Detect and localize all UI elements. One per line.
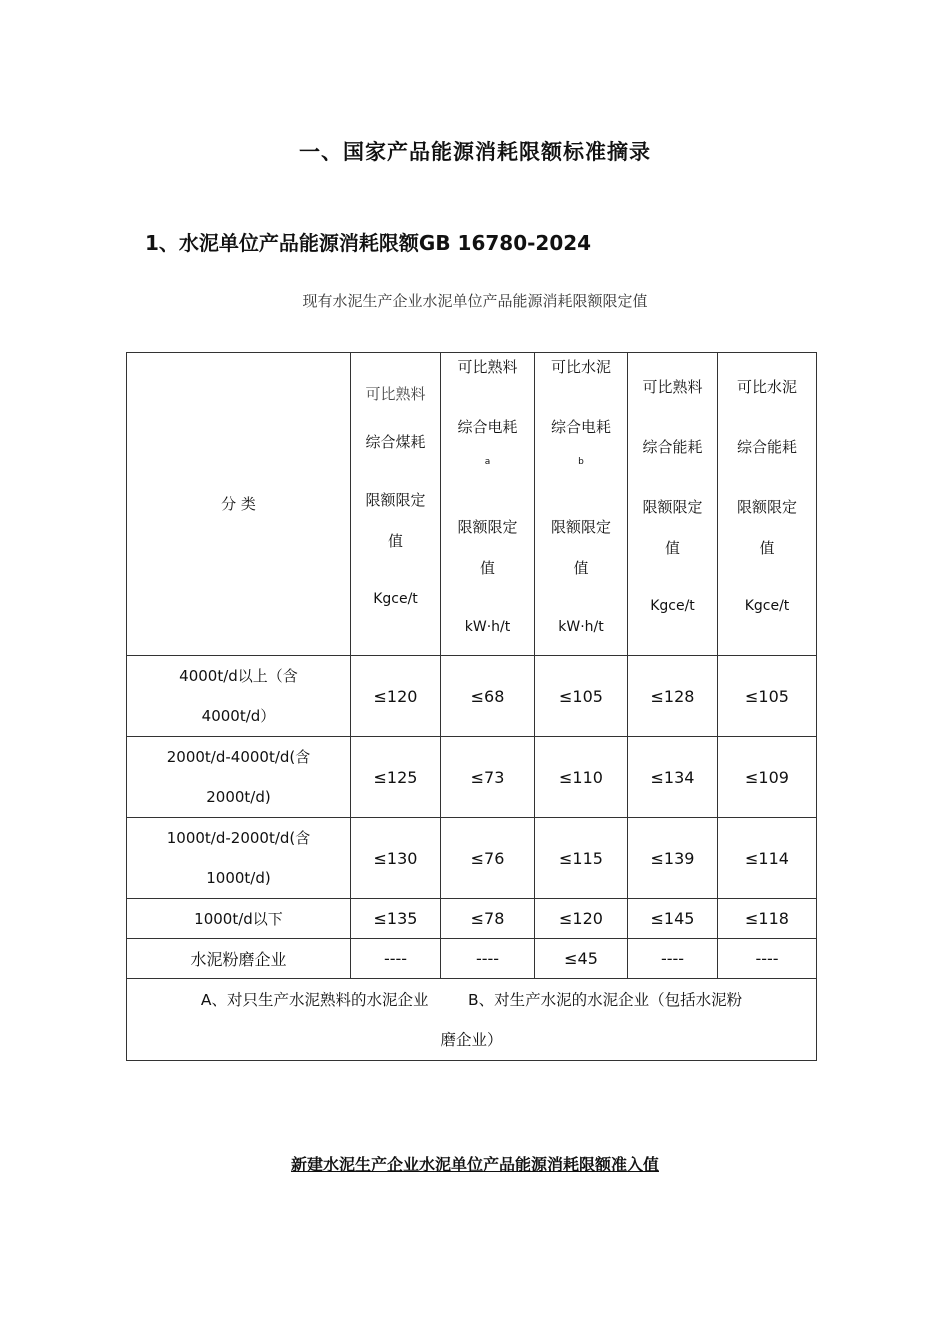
cell-col5: ≤114 — [718, 818, 817, 899]
header-col5-line1: 可比水泥 — [736, 378, 797, 396]
header-col3-line2: 综合电耗 — [550, 418, 611, 436]
table-footnote — [127, 979, 817, 1061]
cell-col3: ≤110 — [535, 737, 628, 818]
table-row — [127, 656, 817, 737]
cell-col1: ≤125 — [351, 737, 441, 818]
table-caption: 现有水泥生产企业水泥单位产品能源消耗限额限定值 — [302, 292, 648, 310]
category-header-label: 分 类 — [221, 495, 256, 513]
table-row — [127, 818, 817, 899]
header-col2 — [441, 353, 535, 656]
header-col5-line2: 综合能耗 — [736, 438, 797, 456]
table-row — [127, 939, 817, 979]
header-col1-line3: 限额限定 — [365, 491, 426, 509]
header-col1-line4: 值 — [387, 532, 403, 550]
page-title: 一、国家产品能源消耗限额标准摘录 — [299, 140, 651, 164]
cell-col2: ≤73 — [441, 737, 535, 818]
row-category: 1000t/d-2000t/d(含 1000t/d) — [127, 818, 351, 899]
table-header-row — [127, 353, 817, 656]
row-category: 4000t/d以上（含 4000t/d） — [127, 656, 351, 737]
row-category: 1000t/d以下 — [127, 899, 351, 939]
next-table-caption: 新建水泥生产企业水泥单位产品能源消耗限额准入值 — [290, 1155, 659, 1174]
cell-col4: ≤145 — [628, 899, 718, 939]
header-col1 — [351, 353, 441, 656]
header-col3-line4: 值 — [573, 559, 589, 577]
header-col2-line3: 限额限定 — [457, 518, 518, 536]
cell-col4: ≤139 — [628, 818, 718, 899]
cell-col4: ---- — [628, 939, 718, 979]
cell-col4: ≤128 — [628, 656, 718, 737]
header-col2-line1: 可比熟料 — [457, 358, 518, 376]
footnote-a: A、对只生产水泥熟料的水泥企业 — [200, 990, 429, 1009]
header-col4-line3: 限额限定 — [642, 498, 703, 516]
cell-col1: ≤135 — [351, 899, 441, 939]
cell-col5: ≤109 — [718, 737, 817, 818]
table-row — [127, 737, 817, 818]
energy-limit-table — [126, 352, 817, 1061]
header-col2-unit: kW·h/t — [464, 619, 511, 635]
cell-col5: ---- — [718, 939, 817, 979]
cell-col1: ---- — [351, 939, 441, 979]
row-category: 2000t/d-4000t/d(含 2000t/d) — [127, 737, 351, 818]
header-col3 — [535, 353, 628, 656]
header-col3-line1: 可比水泥 — [550, 358, 611, 376]
cell-col4: ≤134 — [628, 737, 718, 818]
header-col4-line2: 综合能耗 — [642, 438, 703, 456]
cell-col2: ≤68 — [441, 656, 535, 737]
table-footnote-row — [127, 979, 817, 1061]
cell-col5: ≤105 — [718, 656, 817, 737]
header-col1-line2: 综合煤耗 — [365, 433, 426, 451]
header-col2-line4: 值 — [479, 559, 495, 577]
header-col4-unit: Kgce/t — [650, 598, 695, 614]
cell-col2: ---- — [441, 939, 535, 979]
cell-col2: ≤76 — [441, 818, 535, 899]
cell-col3: ≤105 — [535, 656, 628, 737]
header-col5 — [718, 353, 817, 656]
footnote-b: B、对生产水泥的水泥企业（包括水泥粉 — [467, 990, 743, 1009]
header-col4-line1: 可比熟料 — [642, 378, 703, 396]
cell-col2: ≤78 — [441, 899, 535, 939]
header-col2-sup: a — [484, 457, 491, 467]
cell-col3: ≤45 — [535, 939, 628, 979]
header-col4-line4: 值 — [664, 539, 680, 557]
header-col5-line4: 值 — [759, 539, 775, 557]
cell-col1: ≤120 — [351, 656, 441, 737]
cell-col3: ≤120 — [535, 899, 628, 939]
cell-col1: ≤130 — [351, 818, 441, 899]
cell-col3: ≤115 — [535, 818, 628, 899]
table-row — [127, 899, 817, 939]
row-category: 水泥粉磨企业 — [127, 939, 351, 979]
header-col5-line3: 限额限定 — [736, 498, 797, 516]
header-col3-sup: b — [578, 457, 584, 467]
header-col3-unit: kW·h/t — [558, 619, 604, 635]
header-category — [127, 353, 351, 656]
footnote-b-continued: 磨企业） — [440, 1030, 503, 1049]
header-col4 — [628, 353, 718, 656]
header-col1-line1: 可比熟料 — [365, 385, 426, 403]
header-col5-unit: Kgce/t — [744, 598, 790, 614]
header-col2-line2: 综合电耗 — [457, 418, 518, 436]
header-col1-unit: Kgce/t — [373, 591, 418, 607]
cell-col5: ≤118 — [718, 899, 817, 939]
section-title: 1、水泥单位产品能源消耗限额GB 16780-2024 — [145, 231, 592, 255]
header-col3-line3: 限额限定 — [550, 518, 611, 536]
